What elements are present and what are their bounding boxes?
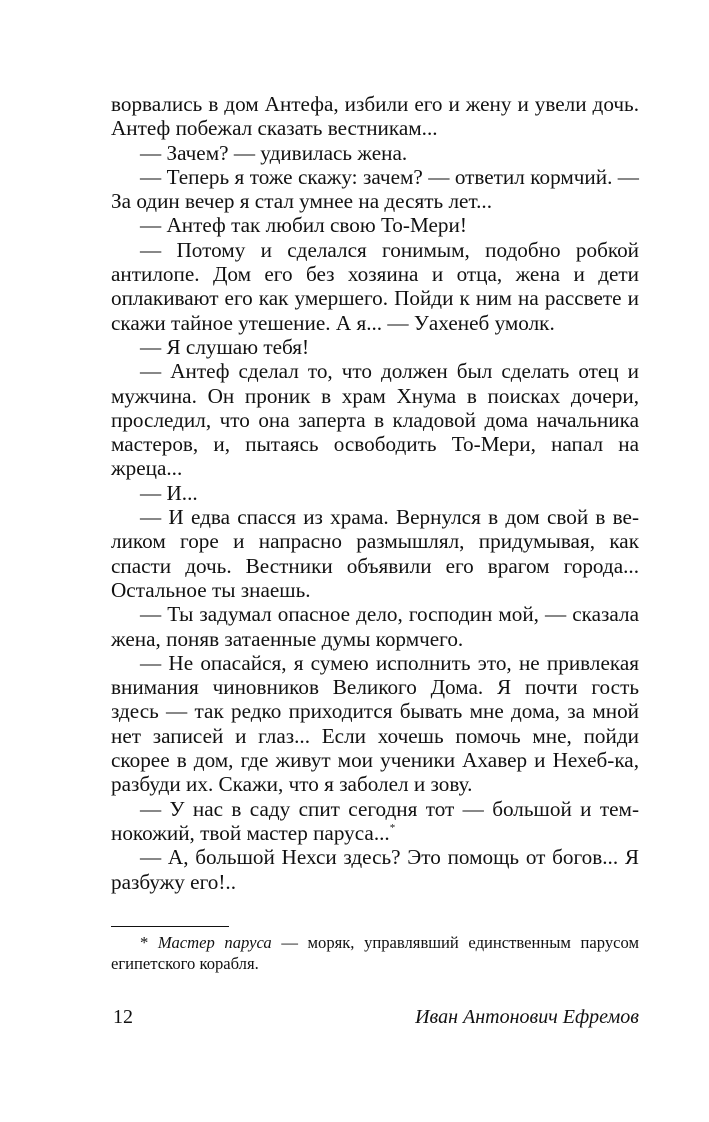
paragraph-text: ворвались в дом Антефа, избили его и жену и увели дочь. Антеф побежал сказать вестникам... xyxy=(111,92,639,141)
paragraph-text: — И едва спасся из храма. Вернулся в дом свой в великом горе и напрасно размышлял, придумывая, как спасти дочь. Вестники объявили его врагом города... Остальное ты знаешь. xyxy=(111,505,639,602)
paragraph-3 xyxy=(111,165,639,214)
paragraph-6 xyxy=(111,335,639,359)
paragraph-text: — Теперь я тоже скажу: зачем? — ответил кормчий. — За один вечер я стал умнее на десять лет... xyxy=(111,164,639,214)
footnote-mark: * xyxy=(140,933,149,952)
paragraph-text: — Потому и сделался гонимым, подобно робкой антилопе. Дом его без хозяина и отца, жена и дети оплакивают его как умершего. Пойди к ним на рассвете и скажи тайное утешение. А я... — Уахенеб умолк. xyxy=(111,237,639,335)
paragraph-2 xyxy=(111,141,639,165)
paragraph-text: — У нас в саду спит сегодня тот — большой и темнокожий, твой мастер паруса... xyxy=(111,796,639,845)
paragraph-text: — Антеф сделал то, что должен был сделать отец и мужчина. Он проник в храм Хнума в поисках дочери, проследил, что она заперта в кладовой дома начальника мастеров, и, пытаясь освободить То-Мери, напал на жреца... xyxy=(111,359,639,481)
paragraph-text: — Антеф так любил свою То-Мери! xyxy=(140,213,467,238)
paragraph-5 xyxy=(111,238,639,335)
paragraph-text: — И... xyxy=(140,480,198,505)
paragraph-text: — Я слушаю тебя! xyxy=(140,334,310,359)
footnote-term: Мастер паруса xyxy=(157,933,272,952)
footnote-definition: — моряк, управлявший единственным парусом египетского корабля. xyxy=(111,933,639,973)
paragraph-8 xyxy=(111,481,639,505)
paragraph-11 xyxy=(111,651,639,797)
paragraph-1 xyxy=(111,92,639,141)
footnote-divider xyxy=(111,926,229,927)
paragraph-10 xyxy=(111,602,639,651)
footnote-reference: * xyxy=(389,821,396,834)
page-number: 12 xyxy=(113,1006,133,1028)
paragraph-4 xyxy=(111,213,639,237)
main-text xyxy=(111,92,639,894)
paragraph-9 xyxy=(111,505,639,602)
paragraph-text: — Зачем? — удивилась жена. xyxy=(140,140,408,165)
footnote xyxy=(111,932,639,974)
paragraph-text: — Ты задумал опасное дело, господин мой, — сказала жена, поняв затаенные думы кормчего. xyxy=(111,602,639,651)
paragraph-7 xyxy=(111,359,639,480)
paragraph-13 xyxy=(111,845,639,894)
paragraph-12 xyxy=(111,797,639,846)
paragraph-text: — Не опасайся, я сумею исполнить это, не привлекая внимания чиновников Великого Дома. Я почти гость здесь — так редко приходится бывать мне дома, за мной нет записей и глаз... Если хочешь помочь мне, пойди скорее в дом, где живут мои ученики Ахавер и Нехеб-ка, разбуди их. Скажи, что я заболел и зову. xyxy=(111,650,639,797)
paragraph-text: — А, большой Нехси здесь? Это помощь от богов... Я разбужу его!.. xyxy=(111,845,639,894)
author-name: Иван Антонович Ефремов xyxy=(415,1006,639,1028)
